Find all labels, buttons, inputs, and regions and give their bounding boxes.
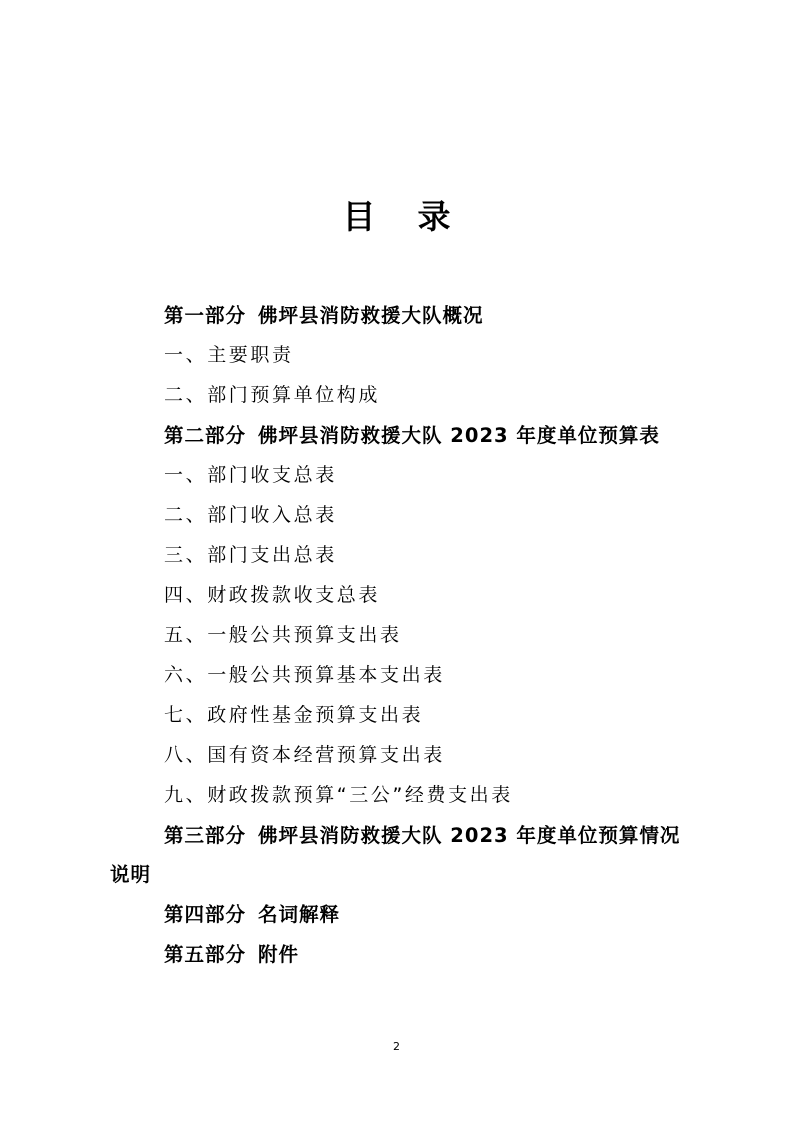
toc-part-2-item-6: 六、一般公共预算基本支出表 <box>164 664 445 686</box>
toc-part-3 <box>164 821 680 851</box>
toc-part-3-continuation: 说明 <box>110 863 152 886</box>
toc-part-4-label: 第四部分 <box>164 903 247 926</box>
toc-part-2-item-1: 一、部门收支总表 <box>164 464 337 486</box>
toc-part-2-label: 第二部分 <box>164 424 247 447</box>
page-number: 2 <box>393 1040 400 1053</box>
toc-part-2-item-9: 九、财政拨款预算“三公”经费支出表 <box>164 784 513 806</box>
toc-part-1-item-2: 二、部门预算单位构成 <box>164 384 381 406</box>
toc-part-2-title: 佛坪县消防救援大队 2023 年度单位预算表 <box>258 424 660 447</box>
toc-part-2 <box>164 421 660 451</box>
toc-part-5 <box>164 940 299 970</box>
page-title-left: 目 <box>342 197 376 236</box>
toc-part-1-label: 第一部分 <box>164 304 247 327</box>
toc-part-1-item-1: 一、主要职责 <box>164 344 294 366</box>
toc-part-2-item-2: 二、部门收入总表 <box>164 504 337 526</box>
page-title-right: 录 <box>417 197 451 236</box>
toc-part-5-label: 第五部分 <box>164 943 247 966</box>
toc-part-3-title: 佛坪县消防救援大队 2023 年度单位预算情况 <box>258 824 681 847</box>
toc-part-3-label: 第三部分 <box>164 824 247 847</box>
toc-part-1 <box>164 301 484 331</box>
toc-part-1-title: 佛坪县消防救援大队概况 <box>258 304 484 327</box>
page-title <box>0 192 793 242</box>
toc-part-4-title: 名词解释 <box>258 903 341 926</box>
toc-part-2-item-3: 三、部门支出总表 <box>164 544 337 566</box>
toc-part-2-item-5: 五、一般公共预算支出表 <box>164 624 402 646</box>
toc-part-2-item-7: 七、政府性基金预算支出表 <box>164 704 424 726</box>
toc-part-5-title: 附件 <box>258 943 300 966</box>
toc-part-4 <box>164 900 340 930</box>
toc-part-2-item-4: 四、财政拨款收支总表 <box>164 584 381 606</box>
toc-part-2-item-8: 八、国有资本经营预算支出表 <box>164 744 445 766</box>
